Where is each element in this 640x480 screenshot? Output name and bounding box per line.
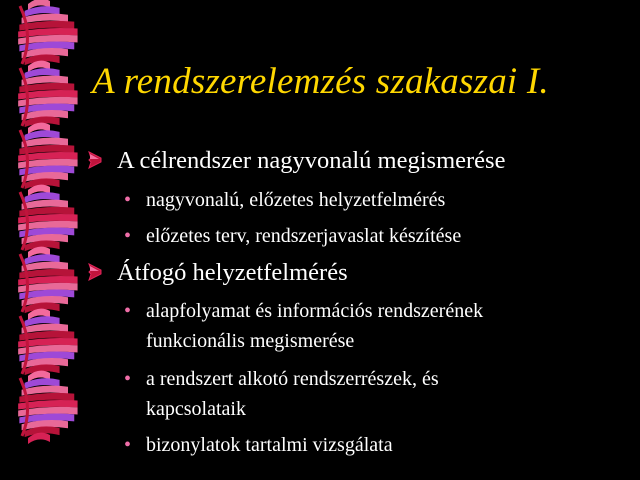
dot-bullet-icon: • xyxy=(124,368,132,390)
bullet-level2-text: a rendszert alkotó rendszerrészek, és xyxy=(146,368,439,390)
bullet-level1-text: A célrendszer nagyvonalú megismerése xyxy=(117,147,506,174)
dot-bullet-icon: • xyxy=(124,300,132,322)
bullet-level2-text: bizonylatok tartalmi vizsgálata xyxy=(146,434,393,456)
bullet-level2-text: előzetes terv, rendszerjavaslat készítése xyxy=(146,225,462,247)
dot-bullet-icon: • xyxy=(124,189,132,211)
wave-bullet-icon xyxy=(88,150,102,170)
dot-bullet-icon: • xyxy=(124,434,132,456)
slide-title: A rendszerelemzés szakaszai I. xyxy=(92,61,549,102)
bullet-level2-text: funkcionális megismerése xyxy=(146,330,355,352)
bullet-level1-text: Átfogó helyzetfelmérés xyxy=(117,259,348,286)
bullet-level2-text: nagyvonalú, előzetes helyzetfelmérés xyxy=(146,189,446,211)
wave-bullet-icon xyxy=(88,262,102,282)
dot-bullet-icon: • xyxy=(124,225,132,247)
bullet-level2-text: kapcsolataik xyxy=(146,398,246,420)
bullet-level2-text: alapfolyamat és információs rendszerének xyxy=(146,300,484,322)
